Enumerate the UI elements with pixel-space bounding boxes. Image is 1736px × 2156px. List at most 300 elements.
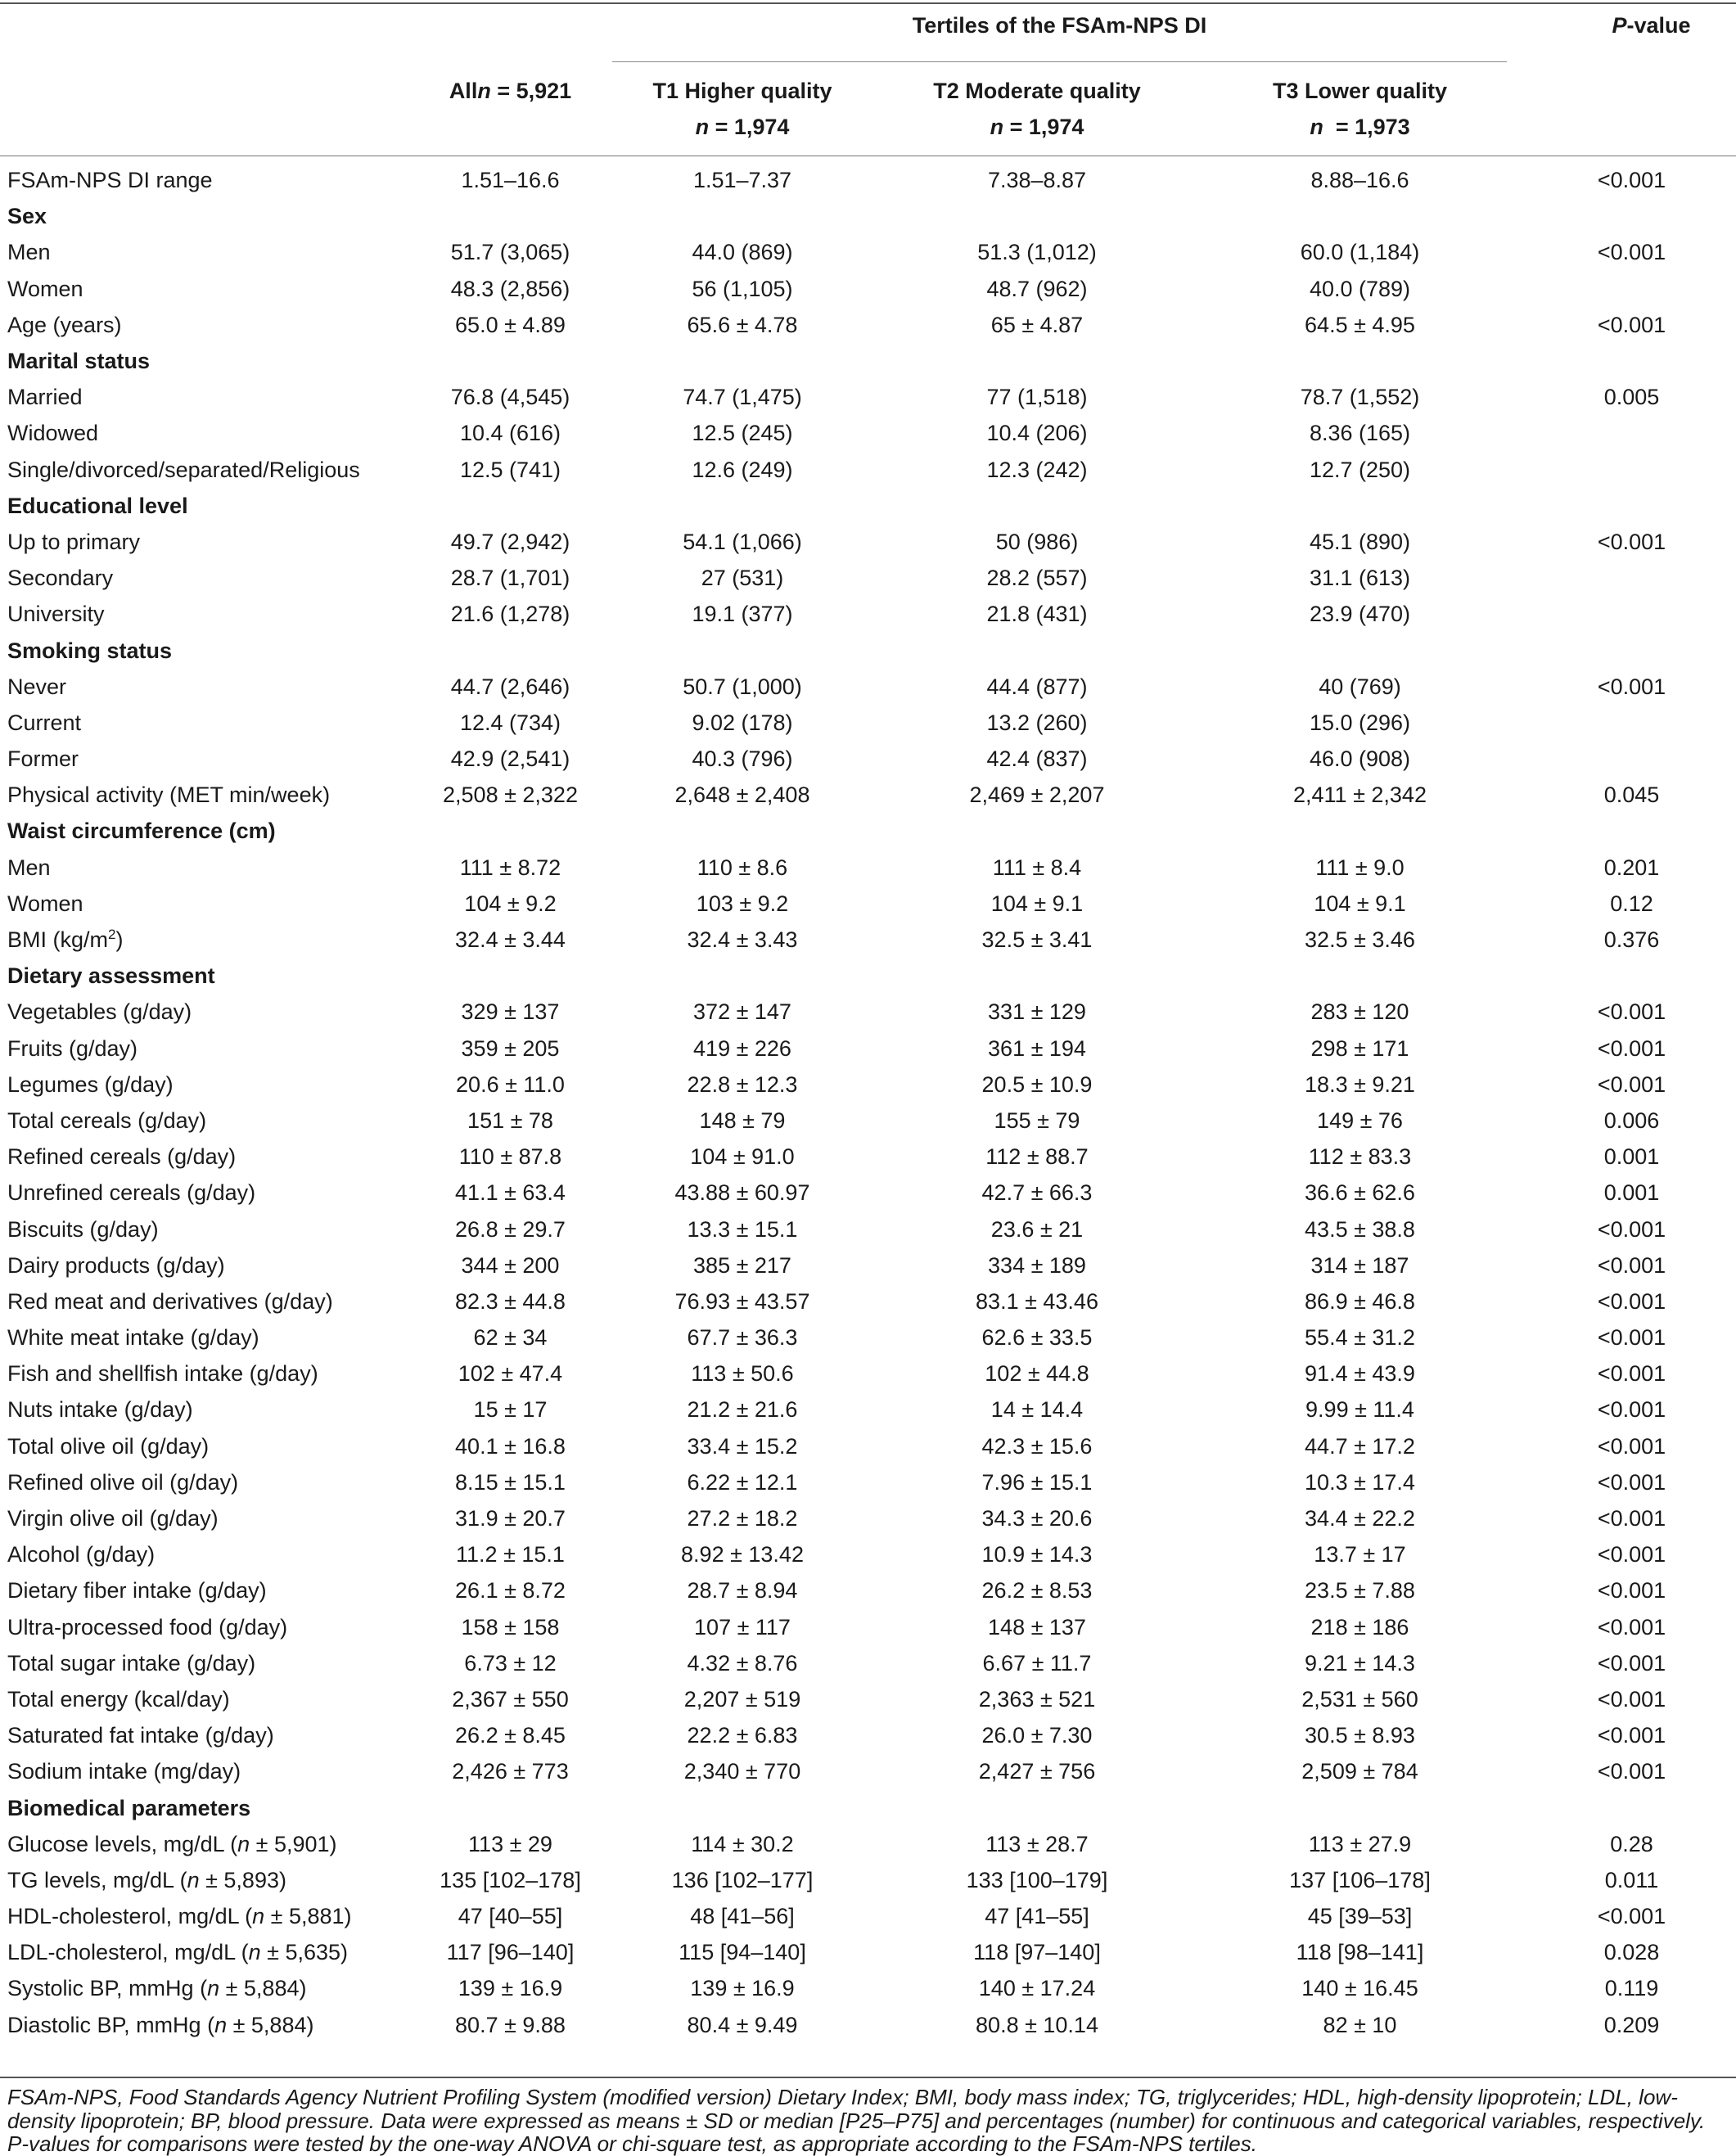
cell-all: [417, 343, 603, 379]
cell-all: 26.2 ± 8.45: [455, 1723, 566, 1748]
cell-all: 42.9 (2,541): [450, 746, 570, 772]
table-row: [0, 379, 1736, 415]
cell-t2: [882, 813, 1193, 849]
cell-t2: 331 ± 129: [988, 999, 1086, 1025]
cell-t3: 137 [106–178]: [1289, 1867, 1431, 1892]
table-row: [0, 452, 1736, 488]
cell-all: 28.7 (1,701): [450, 566, 570, 591]
all-column-header: Alln = 5,921: [449, 79, 572, 103]
cell-all: 344 ± 200: [461, 1252, 560, 1278]
cell-all: [417, 632, 603, 668]
cell-t2: 42.3 ± 15.6: [981, 1433, 1093, 1459]
cell-t1: 12.6 (249): [692, 457, 793, 482]
row-label: Nuts intake (g/day): [7, 1397, 193, 1423]
cell-t2: 7.96 ± 15.1: [981, 1469, 1093, 1495]
table-row: [0, 1103, 1736, 1139]
cell-t3: 45 [39–53]: [1307, 1904, 1413, 1929]
cell-p: <0.001: [1597, 1433, 1666, 1459]
row-label: Men: [7, 855, 51, 880]
table-row: [0, 1211, 1736, 1247]
row-label: Dairy products (g/day): [7, 1252, 225, 1278]
table-row: [0, 1175, 1736, 1211]
cell-t2: [882, 198, 1193, 234]
table-bottom-rule: [0, 2077, 1736, 2078]
cell-t1: [603, 632, 882, 668]
cell-all: 82.3 ± 44.8: [455, 1288, 566, 1314]
section-label: Marital status: [7, 349, 151, 374]
cell-t2: 47 [41–55]: [985, 1904, 1089, 1929]
cell-all: 2,508 ± 2,322: [443, 783, 578, 808]
cell-all: [417, 958, 603, 994]
cell-p: 0.028: [1603, 1940, 1660, 1965]
section-label: Dietary assessment: [7, 963, 215, 989]
cell-t3: 40.0 (789): [1309, 276, 1411, 301]
table-row: [0, 1391, 1736, 1428]
cell-t3: 23.5 ± 7.88: [1305, 1578, 1415, 1603]
row-label: TG levels, mg/dL (n ± 5,893): [7, 1867, 286, 1892]
cell-t1: 56 (1,105): [692, 276, 793, 301]
cell-t3: 218 ± 186: [1310, 1614, 1409, 1640]
row-label: LDL-cholesterol, mg/dL (n ± 5,635): [7, 1940, 349, 1965]
row-label: Vegetables (g/day): [7, 999, 192, 1025]
table-row: [0, 850, 1736, 886]
row-label: Physical activity (MET min/week): [7, 783, 331, 808]
cell-p: 0.12: [1610, 891, 1653, 916]
table-row: [0, 415, 1736, 451]
cell-t2: 148 ± 137: [988, 1614, 1086, 1640]
table-row: [0, 1572, 1736, 1608]
cell-t2: 48.7 (962): [986, 276, 1088, 301]
row-label: Never: [7, 674, 67, 699]
cell-t3: 30.5 ± 8.93: [1305, 1723, 1415, 1748]
cell-t1: 28.7 ± 8.94: [687, 1578, 798, 1603]
cell-t3: 82 ± 10: [1323, 2012, 1397, 2037]
cell-all: 12.5 (741): [459, 457, 561, 482]
cell-t1: [603, 198, 882, 234]
cell-t2: 155 ± 79: [994, 1107, 1080, 1133]
cell-t2: 77 (1,518): [986, 385, 1088, 410]
cell-p: <0.001: [1597, 1035, 1666, 1061]
cell-t1: 22.8 ± 12.3: [687, 1071, 798, 1097]
cell-p: [1527, 560, 1736, 596]
cell-t1: 80.4 ± 9.49: [687, 2012, 798, 2037]
cell-p: <0.001: [1597, 1686, 1666, 1712]
section-label: Smoking status: [7, 638, 173, 663]
cell-t2: 51.3 (1,012): [977, 240, 1097, 265]
table-row: [0, 777, 1736, 813]
row-label: Legumes (g/day): [7, 1071, 174, 1097]
cell-all: 139 ± 16.9: [458, 1976, 563, 2001]
cell-t1: 32.4 ± 3.43: [687, 927, 798, 953]
cell-t2: 34.3 ± 20.6: [981, 1506, 1093, 1531]
cell-all: [417, 198, 603, 234]
cell-t1: 19.1 (377): [692, 602, 793, 627]
cell-t3: 113 ± 27.9: [1308, 1831, 1412, 1856]
cell-p: <0.001: [1597, 1506, 1666, 1531]
cell-p: <0.001: [1597, 1759, 1666, 1784]
cell-t1: 50.7 (1,000): [683, 674, 802, 699]
cell-t1: 43.88 ± 60.97: [674, 1180, 810, 1206]
cell-p: [1527, 596, 1736, 632]
cell-all: [417, 813, 603, 849]
cell-t3: 8.88–16.6: [1310, 168, 1409, 193]
cell-t2: 26.0 ± 7.30: [981, 1723, 1093, 1748]
cell-all: 80.7 ± 9.88: [455, 2012, 566, 2037]
row-label: University: [7, 602, 105, 627]
cell-t2: [882, 488, 1193, 524]
section-row: [0, 958, 1736, 994]
table-row: [0, 1536, 1736, 1572]
cell-t2: 113 ± 28.7: [985, 1831, 1089, 1856]
section-row: [0, 343, 1736, 379]
cell-t2: [882, 1789, 1193, 1825]
cell-t1: 113 ± 50.6: [691, 1361, 794, 1387]
tertile-group-rule: [612, 61, 1507, 62]
cell-t3: 46.0 (908): [1309, 746, 1411, 772]
cell-t1: 385 ± 217: [693, 1252, 791, 1278]
row-label: Saturated fat intake (g/day): [7, 1723, 274, 1748]
cell-all: 47 [40–55]: [458, 1904, 563, 1929]
table-row: [0, 1247, 1736, 1283]
cell-t3: 2,509 ± 784: [1301, 1759, 1418, 1784]
t1-n: n = 1,974: [695, 115, 790, 139]
cell-t3: 86.9 ± 46.8: [1305, 1288, 1415, 1314]
cell-t2: 111 ± 8.4: [992, 855, 1082, 880]
cell-t1: 48 [41–56]: [690, 1904, 795, 1929]
cell-t2: 42.4 (837): [986, 746, 1088, 772]
t3-n: n = 1,973: [1310, 115, 1410, 139]
cell-t1: 33.4 ± 15.2: [687, 1433, 798, 1459]
cell-t2: 42.7 ± 66.3: [981, 1180, 1093, 1206]
table-row: [0, 271, 1736, 307]
cell-t2: 133 [100–179]: [966, 1867, 1108, 1892]
cell-all: 62 ± 34: [473, 1325, 548, 1351]
row-label: Total sugar intake (g/day): [7, 1650, 256, 1676]
section-row: [0, 813, 1736, 849]
cell-t3: 112 ± 83.3: [1308, 1144, 1412, 1170]
row-label: Up to primary: [7, 529, 141, 554]
row-label: Dietary fiber intake (g/day): [7, 1578, 267, 1603]
cell-p: [1527, 705, 1736, 741]
table-row: [0, 560, 1736, 596]
cell-t1: 13.3 ± 15.1: [687, 1216, 798, 1242]
cell-t2: [882, 632, 1193, 668]
cell-t1: 103 ± 9.2: [696, 891, 789, 916]
cell-t1: 76.93 ± 43.57: [674, 1288, 810, 1314]
table-row: [0, 1826, 1736, 1862]
cell-t2: 20.5 ± 10.9: [981, 1071, 1093, 1097]
t3-column-header: T3 Lower quality: [1272, 79, 1448, 103]
section-row: [0, 1789, 1736, 1825]
cell-t3: 45.1 (890): [1309, 529, 1411, 554]
cell-t3: 60.0 (1,184): [1300, 240, 1420, 265]
row-label: Alcohol (g/day): [7, 1542, 156, 1567]
cell-all: 1.51–16.6: [461, 168, 560, 193]
cell-t2: 102 ± 44.8: [985, 1361, 1089, 1387]
cell-t2: 80.8 ± 10.14: [976, 2012, 1098, 2037]
cell-t1: [603, 958, 882, 994]
cell-p: <0.001: [1597, 168, 1666, 193]
cell-t3: [1193, 488, 1527, 524]
cell-p: <0.001: [1597, 1542, 1666, 1567]
cell-t1: 12.5 (245): [692, 421, 793, 446]
cell-all: 158 ± 158: [461, 1614, 560, 1640]
t1-column-header: T1 Higher quality: [652, 79, 832, 103]
cell-t1: 419 ± 226: [693, 1035, 791, 1061]
cell-t2: 334 ± 189: [988, 1252, 1086, 1278]
cell-t3: [1193, 958, 1527, 994]
cell-p: <0.001: [1597, 312, 1666, 337]
cell-t3: 298 ± 171: [1310, 1035, 1409, 1061]
cell-all: 41.1 ± 63.4: [455, 1180, 566, 1206]
cell-all: 44.7 (2,646): [450, 674, 570, 699]
cell-t3: 32.5 ± 3.46: [1305, 927, 1415, 953]
row-label: White meat intake (g/day): [7, 1325, 259, 1351]
cell-t2: 13.2 (260): [986, 710, 1088, 735]
table-row: [0, 1934, 1736, 1970]
cell-all: [417, 488, 603, 524]
section-row: [0, 632, 1736, 668]
row-label: Unrefined cereals (g/day): [7, 1180, 256, 1206]
cell-t1: 74.7 (1,475): [683, 385, 802, 410]
table-row: [0, 1753, 1736, 1789]
cell-t2: 10.4 (206): [986, 421, 1088, 446]
row-label: Ultra-processed food (g/day): [7, 1614, 288, 1640]
table-row: [0, 1319, 1736, 1355]
row-label: Refined olive oil (g/day): [7, 1469, 239, 1495]
cell-t3: 111 ± 9.0: [1315, 855, 1405, 880]
cell-all: 26.1 ± 8.72: [455, 1578, 566, 1603]
table-row: [0, 307, 1736, 343]
cell-t1: 67.7 ± 36.3: [687, 1325, 798, 1351]
cell-t3: 13.7 ± 17: [1314, 1542, 1406, 1567]
cell-t2: 12.3 (242): [986, 457, 1088, 482]
cell-t2: 118 [97–140]: [973, 1940, 1101, 1965]
cell-all: 12.4 (734): [459, 710, 561, 735]
cell-all: 20.6 ± 11.0: [456, 1071, 565, 1097]
cell-p: <0.001: [1597, 1904, 1666, 1929]
cell-all: 26.8 ± 29.7: [455, 1216, 566, 1242]
cell-t1: 8.92 ± 13.42: [681, 1542, 804, 1567]
cell-p: 0.011: [1604, 1867, 1659, 1892]
cell-t1: 148 ± 79: [699, 1107, 786, 1133]
table-row: [0, 1139, 1736, 1175]
cell-t3: 91.4 ± 43.9: [1305, 1361, 1415, 1387]
data-table: [0, 162, 1736, 2043]
table-row: [0, 1067, 1736, 1103]
row-label: Secondary: [7, 566, 114, 591]
table-row: [0, 741, 1736, 777]
cell-t3: 43.5 ± 38.8: [1305, 1216, 1415, 1242]
cell-p: <0.001: [1597, 1723, 1666, 1748]
row-label: Married: [7, 385, 83, 410]
cell-t1: 2,648 ± 2,408: [674, 783, 810, 808]
cell-t3: 104 ± 9.1: [1314, 891, 1406, 916]
cell-all: 15 ± 17: [473, 1397, 548, 1423]
table-row: [0, 524, 1736, 560]
table-row: [0, 1862, 1736, 1898]
row-label: Single/divorced/separated/Religious: [7, 457, 360, 482]
cell-t2: [882, 343, 1193, 379]
cell-all: 76.8 (4,545): [450, 385, 570, 410]
row-label: Virgin olive oil (g/day): [7, 1506, 219, 1531]
cell-t1: 4.32 ± 8.76: [687, 1650, 798, 1676]
cell-p: <0.001: [1597, 240, 1666, 265]
table-top-rule: [0, 2, 1736, 4]
cell-all: [417, 1789, 603, 1825]
cell-t3: [1193, 198, 1527, 234]
cell-p: [1527, 1789, 1736, 1825]
cell-all: 102 ± 47.4: [458, 1361, 563, 1387]
section-label: Biomedical parameters: [7, 1795, 251, 1820]
table-row: [0, 1681, 1736, 1717]
table-row: [0, 669, 1736, 705]
cell-t3: 31.1 (613): [1309, 566, 1411, 591]
table-row: [0, 1283, 1736, 1319]
table-row: [0, 1645, 1736, 1681]
cell-t2: 2,469 ± 2,207: [969, 783, 1105, 808]
cell-t2: 44.4 (877): [986, 674, 1088, 699]
section-label: Waist circumference (cm): [7, 819, 276, 844]
cell-t3: 78.7 (1,552): [1300, 385, 1420, 410]
cell-t2: 7.38–8.87: [987, 168, 1087, 193]
row-label: Red meat and derivatives (g/day): [7, 1288, 333, 1314]
cell-t1: 27.2 ± 18.2: [687, 1506, 798, 1531]
cell-t1: [603, 488, 882, 524]
cell-all: 111 ± 8.72: [459, 855, 561, 880]
cell-all: 48.3 (2,856): [450, 276, 570, 301]
cell-p: 0.209: [1603, 2012, 1660, 2037]
cell-t1: 27 (531): [701, 566, 784, 591]
cell-t3: 9.99 ± 11.4: [1305, 1397, 1414, 1423]
cell-t1: 6.22 ± 12.1: [687, 1469, 798, 1495]
cell-p: <0.001: [1597, 1071, 1666, 1097]
row-label: Refined cereals (g/day): [7, 1144, 237, 1170]
cell-p: <0.001: [1597, 674, 1666, 699]
row-label: Total energy (kcal/day): [7, 1686, 230, 1712]
cell-p: <0.001: [1597, 1361, 1666, 1387]
cell-p: <0.001: [1597, 1216, 1666, 1242]
cell-t3: [1193, 632, 1527, 668]
table-row: [0, 705, 1736, 741]
cell-all: 329 ± 137: [461, 999, 560, 1025]
pvalue-header: P-value: [1612, 13, 1691, 38]
cell-t3: 118 [98–141]: [1296, 1940, 1424, 1965]
table-row: [0, 596, 1736, 632]
cell-all: 110 ± 87.8: [458, 1144, 562, 1170]
cell-t3: 64.5 ± 4.95: [1305, 312, 1415, 337]
cell-all: 8.15 ± 15.1: [455, 1469, 566, 1495]
row-label: HDL-cholesterol, mg/dL (n ± 5,881): [7, 1904, 352, 1929]
cell-all: 51.7 (3,065): [450, 240, 570, 265]
t2-column-header: T2 Moderate quality: [933, 79, 1141, 103]
section-row: [0, 488, 1736, 524]
cell-t1: 2,340 ± 770: [683, 1759, 801, 1784]
cell-p: [1527, 632, 1736, 668]
cell-p: [1527, 452, 1736, 488]
cell-t1: 9.02 (178): [692, 710, 793, 735]
cell-t1: 139 ± 16.9: [690, 1976, 795, 2001]
cell-p: 0.001: [1603, 1144, 1660, 1170]
cell-t1: 104 ± 91.0: [690, 1144, 795, 1170]
cell-p: 0.006: [1603, 1107, 1660, 1133]
cell-t3: 2,411 ± 2,342: [1293, 783, 1427, 808]
row-label: Age (years): [7, 312, 122, 337]
cell-t3: 15.0 (296): [1309, 710, 1411, 735]
cell-p: <0.001: [1597, 1469, 1666, 1495]
cell-p: 0.045: [1603, 783, 1660, 808]
section-label: Sex: [7, 204, 47, 229]
cell-t1: 136 [102–177]: [671, 1867, 814, 1892]
table-row: [0, 886, 1736, 922]
cell-t3: 40 (769): [1319, 674, 1401, 699]
cell-t3: 23.9 (470): [1309, 602, 1411, 627]
cell-t2: 361 ± 194: [988, 1035, 1086, 1061]
cell-p: [1527, 813, 1736, 849]
row-label: Fish and shellfish intake (g/day): [7, 1361, 318, 1387]
row-label: Women: [7, 276, 83, 301]
cell-p: [1527, 343, 1736, 379]
cell-t2: 14 ± 14.4: [990, 1397, 1084, 1423]
cell-p: <0.001: [1597, 529, 1666, 554]
row-label: Men: [7, 240, 51, 265]
cell-t2: 62.6 ± 33.5: [981, 1325, 1093, 1351]
cell-all: 49.7 (2,942): [450, 529, 570, 554]
cell-all: 10.4 (616): [459, 421, 561, 446]
cell-p: 0.001: [1603, 1180, 1660, 1206]
cell-t2: 140 ± 17.24: [978, 1976, 1096, 2001]
cell-all: 104 ± 9.2: [464, 891, 557, 916]
cell-t1: 54.1 (1,066): [683, 529, 802, 554]
cell-t1: 21.2 ± 21.6: [687, 1397, 798, 1423]
cell-p: <0.001: [1597, 1288, 1666, 1314]
cell-all: 113 ± 29: [468, 1831, 552, 1856]
cell-p: [1527, 415, 1736, 451]
cell-all: 6.73 ± 12: [464, 1650, 557, 1676]
cell-t3: 10.3 ± 17.4: [1305, 1469, 1415, 1495]
cell-all: 21.6 (1,278): [450, 602, 570, 627]
row-label: BMI $(kg/m^2)$: [7, 927, 124, 953]
cell-t3: 34.4 ± 22.2: [1305, 1506, 1415, 1531]
table-row: [0, 1970, 1736, 2006]
cell-t3: 8.36 (165): [1309, 421, 1411, 446]
cell-p: 0.119: [1604, 1976, 1659, 2001]
cell-all: 117 [96–140]: [446, 1940, 575, 1965]
cell-all: 359 ± 205: [461, 1035, 560, 1061]
cell-t1: 372 ± 147: [693, 999, 791, 1025]
cell-t2: 50 (986): [995, 529, 1079, 554]
cell-t3: 314 ± 187: [1310, 1252, 1409, 1278]
cell-t2: [882, 958, 1193, 994]
cell-t3: 140 ± 16.45: [1301, 1976, 1418, 2001]
table-row: [0, 1464, 1736, 1500]
cell-p: [1527, 271, 1736, 307]
table-row: [0, 922, 1736, 958]
cell-t2: 65 ± 4.87: [990, 312, 1084, 337]
cell-t1: 114 ± 30.2: [691, 1831, 794, 1856]
row-label: Sodium intake (mg/day): [7, 1759, 241, 1784]
cell-p: [1527, 488, 1736, 524]
table-body: [0, 162, 1736, 2043]
cell-t1: 65.6 ± 4.78: [687, 312, 798, 337]
cell-p: [1527, 198, 1736, 234]
cell-p: [1527, 958, 1736, 994]
cell-t3: 18.3 ± 9.21: [1305, 1071, 1415, 1097]
section-row: [0, 198, 1736, 234]
cell-t2: 21.8 (431): [986, 602, 1088, 627]
table-row: [0, 1717, 1736, 1753]
cell-t2: 83.1 ± 43.46: [976, 1288, 1098, 1314]
